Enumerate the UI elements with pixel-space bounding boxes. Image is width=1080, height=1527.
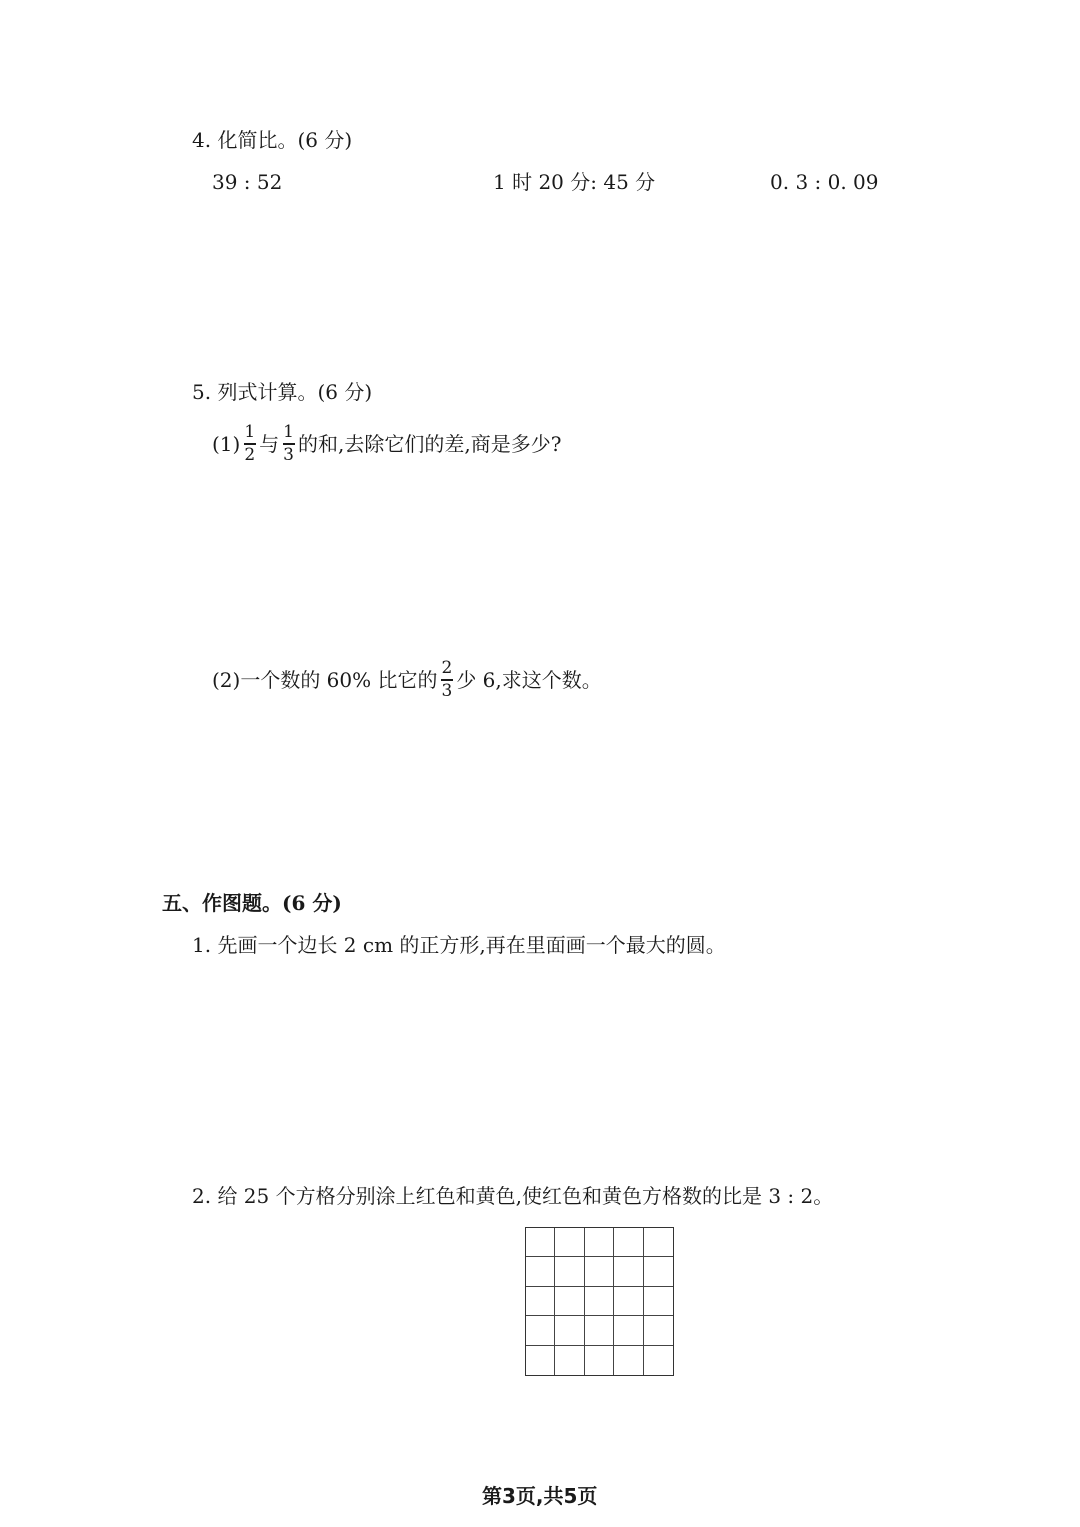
grid-cell[interactable] xyxy=(614,1346,643,1375)
grid-cell[interactable] xyxy=(644,1257,673,1286)
grid-cell[interactable] xyxy=(526,1316,555,1345)
grid-cell[interactable] xyxy=(526,1257,555,1286)
q4-title: 4. 化简比。(6 分) xyxy=(192,128,353,152)
q5-part1-mid: 与 xyxy=(259,431,280,456)
q4-item-3: 0. 3 : 0. 09 xyxy=(770,170,879,194)
q4-item-1: 39 : 52 xyxy=(212,170,283,194)
grid-cell[interactable] xyxy=(585,1257,614,1286)
q5-part1 xyxy=(212,424,561,464)
fraction-one-third xyxy=(281,424,296,464)
grid-cell[interactable] xyxy=(555,1346,584,1375)
q5-part1-suffix: 的和,去除它们的差,商是多少? xyxy=(298,431,562,456)
section5-title: 五、作图题。(6 分) xyxy=(162,891,342,915)
grid-cell[interactable] xyxy=(614,1316,643,1345)
grid-cell[interactable] xyxy=(644,1287,673,1316)
fraction-numerator: 2 xyxy=(441,658,453,678)
grid-cell[interactable] xyxy=(555,1257,584,1286)
grid-cell[interactable] xyxy=(526,1346,555,1375)
grid-cell[interactable] xyxy=(614,1287,643,1316)
grid-cell[interactable] xyxy=(614,1228,643,1257)
section5-q1: 1. 先画一个边长 2 cm 的正方形,再在里面画一个最大的圆。 xyxy=(192,933,726,957)
grid-cell[interactable] xyxy=(555,1287,584,1316)
grid-cell[interactable] xyxy=(614,1257,643,1286)
q5-part2-prefix: (2)一个数的 60% 比它的 xyxy=(212,667,438,692)
q5-part2 xyxy=(212,660,602,700)
page-number: 第3页,共5页 xyxy=(482,1484,598,1508)
coloring-grid[interactable] xyxy=(525,1227,674,1376)
grid-cell[interactable] xyxy=(644,1346,673,1375)
section5-q2: 2. 给 25 个方格分别涂上红色和黄色,使红色和黄色方格数的比是 3 : 2。 xyxy=(192,1184,834,1208)
fraction-numerator: 1 xyxy=(283,422,294,442)
q5-title: 5. 列式计算。(6 分) xyxy=(192,380,373,404)
grid-cell[interactable] xyxy=(644,1228,673,1257)
grid-cell[interactable] xyxy=(526,1228,555,1257)
grid-cell[interactable] xyxy=(526,1287,555,1316)
fraction-denominator: 3 xyxy=(283,444,294,465)
grid-cell[interactable] xyxy=(644,1316,673,1345)
fraction-two-thirds xyxy=(440,660,455,700)
q5-part2-suffix: 少 6,求这个数。 xyxy=(456,667,602,692)
grid-cell[interactable] xyxy=(585,1287,614,1316)
fraction-one-half xyxy=(242,424,257,464)
grid-cell[interactable] xyxy=(585,1228,614,1257)
q4-item-2: 1 时 20 分: 45 分 xyxy=(493,170,656,194)
grid-cell[interactable] xyxy=(585,1316,614,1345)
grid-cell[interactable] xyxy=(555,1316,584,1345)
grid-cell[interactable] xyxy=(555,1228,584,1257)
grid-cell[interactable] xyxy=(585,1346,614,1375)
q5-part1-prefix: (1) xyxy=(212,431,241,456)
fraction-denominator: 3 xyxy=(441,680,453,701)
fraction-denominator: 2 xyxy=(244,444,256,465)
fraction-numerator: 1 xyxy=(244,422,256,442)
